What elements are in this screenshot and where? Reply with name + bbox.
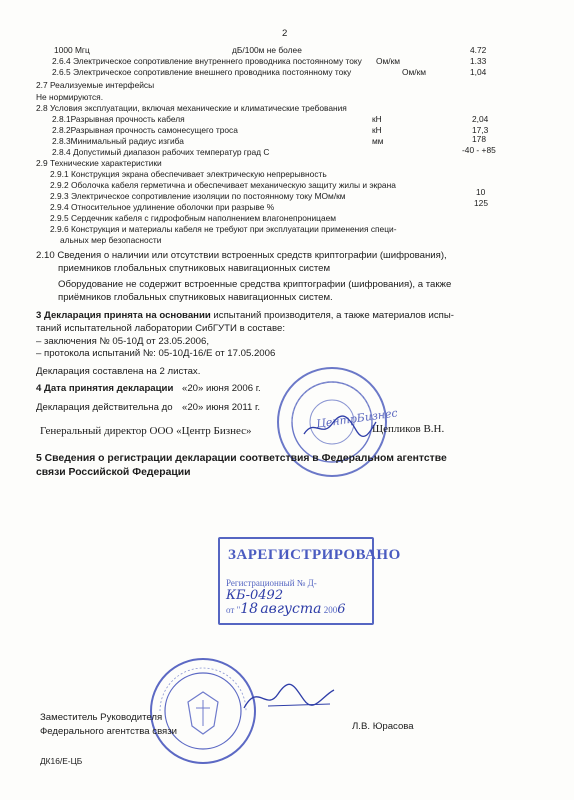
registration-number-line bbox=[226, 578, 372, 603]
spec-2-8-4: 2.8.4 Допустимый диапазон рабочих температур град С bbox=[52, 147, 270, 157]
spec-2-8-3-value: 178 bbox=[472, 134, 486, 144]
registration-month: августа bbox=[260, 601, 322, 617]
footer-code: ДК16/Е-ЦБ bbox=[40, 756, 83, 766]
spec-2-6-5-unit: Ом/км bbox=[402, 67, 427, 77]
registration-stamp-title: ЗАРЕГИСТРИРОВАНО bbox=[228, 547, 401, 563]
company-stamp-text: ЦентрБизнес bbox=[315, 406, 399, 431]
section-3-item2: – протокола испытаний №: 05-10Д-16/Е от 17.05.2006 bbox=[36, 348, 276, 359]
section-3-line2: таний испытательной лаборатории СибГУТИ в составе: bbox=[36, 323, 285, 334]
section-3-heading-rest: испытаний производителя, а также материалов испы- bbox=[210, 310, 454, 321]
section-3-line1 bbox=[36, 310, 454, 322]
spec-2-8-2: 2.8.2Разрывная прочность самонесущего троса bbox=[52, 125, 238, 135]
deputy-title-line2: Федерального агентства связи bbox=[40, 726, 178, 737]
section-3-item1: – заключения № 05-10Д от 23.05.2006, bbox=[36, 336, 209, 347]
registration-year-prefix: 200 bbox=[323, 605, 338, 615]
section-2-10-text1: Оборудование не содержит встроенные средства криптографии (шифрования), а также bbox=[58, 279, 452, 290]
spec-2-6-4: 2.6.4 Электрическое сопротивление внутреннего проводника постоянному току bbox=[52, 56, 362, 66]
attenuation-value: 4.72 bbox=[470, 45, 487, 55]
spec-2-9-6-cont: альных мер безопасности bbox=[60, 235, 162, 245]
acceptance-date: «20» июня 2006 г. bbox=[182, 383, 261, 394]
spec-2-9-6: 2.9.6 Конструкция и материалы кабеля не требуют при эксплуатации применения специ- bbox=[50, 224, 397, 234]
sheets-note: Декларация составлена на 2 листах. bbox=[36, 366, 201, 377]
spec-2-9-4: 2.9.4 Относительное удлинение оболочки при разрыве % bbox=[50, 202, 275, 212]
spec-2-9: 2.9 Технические характеристики bbox=[36, 158, 162, 168]
section-2-10-text2: приёмников глобальных спутниковых навигационных систем. bbox=[58, 292, 333, 303]
registration-number: КБ-0492 bbox=[226, 588, 284, 603]
registration-day: 18 bbox=[240, 601, 259, 617]
deputy-title-line1: Заместитель Руководителя bbox=[40, 712, 163, 723]
spec-2-9-3: 2.9.3 Электрическое сопротивление изоляции по постоянному току МОм/км bbox=[50, 191, 346, 201]
registration-number-label: Регистрационный № Д- bbox=[226, 578, 317, 588]
section-3-heading: 3 Декларация принята на основании bbox=[36, 310, 211, 321]
spec-2-8-2-value: 17,3 bbox=[472, 125, 489, 135]
spec-2-8: 2.8 Условия эксплуатации, включая механические и климатические требования bbox=[36, 103, 347, 113]
section-5-line2: связи Российской Федерации bbox=[36, 467, 191, 478]
registration-date-prefix: от " bbox=[226, 605, 241, 615]
section-2-10-line2: приемников глобальных спутниковых навигационных систем bbox=[58, 263, 331, 274]
spec-2-9-1: 2.9.1 Конструкция экрана обеспечивает электрическую непрерывность bbox=[50, 169, 327, 179]
section-2-10-line1: 2.10 Сведения о наличии или отсутствии встроенных средств криптографии (шифрования), bbox=[36, 250, 447, 261]
spec-2-6-5-value: 1,04 bbox=[470, 67, 487, 77]
spec-2-7: 2.7 Реализуемые интерфейсы bbox=[36, 80, 155, 90]
registration-date-line bbox=[226, 601, 346, 617]
section-5-line1: 5 Сведения о регистрации декларации соответствия в Федеральном агентстве bbox=[36, 453, 447, 464]
spec-2-9-5: 2.9.5 Сердечник кабеля с гидрофобным наполнением влагонепроницаем bbox=[50, 213, 337, 223]
spec-2-8-4-value: -40 - +85 bbox=[462, 145, 496, 155]
spec-2-6-4-unit: Ом/км bbox=[376, 56, 401, 66]
director-name: Щепликов В.Н. bbox=[372, 423, 445, 435]
freq-label: 1000 Мгц bbox=[54, 45, 90, 55]
spec-2-8-1-unit: кН bbox=[372, 114, 382, 124]
spec-2-9-2: 2.9.2 Оболочка кабеля герметична и обеспечивает механическую защиту жилы и экрана bbox=[50, 180, 396, 190]
validity-date: «20» июня 2011 г. bbox=[182, 402, 261, 413]
spec-2-8-3: 2.8.3Минимальный радиус изгиба bbox=[52, 136, 184, 146]
deputy-name: Л.В. Юрасова bbox=[352, 721, 414, 732]
spec-2-8-1-value: 2,04 bbox=[472, 114, 489, 124]
director-signature-icon bbox=[300, 412, 380, 442]
attenuation-label: дБ/100м не более bbox=[232, 45, 302, 55]
registration-year-suffix: 6 bbox=[337, 602, 346, 617]
spec-2-6-4-value: 1.33 bbox=[470, 56, 487, 66]
registration-stamp bbox=[218, 537, 401, 625]
spec-2-8-2-unit: кН bbox=[372, 125, 382, 135]
spec-2-7-text: Не нормируются. bbox=[36, 92, 104, 102]
spec-2-9-4-value: 125 bbox=[474, 198, 488, 208]
page-number: 2 bbox=[282, 28, 288, 39]
deputy-signature-icon bbox=[238, 678, 338, 718]
spec-2-8-1: 2.8.1Разрывная прочность кабеля bbox=[52, 114, 185, 124]
validity-label: Декларация действительна до bbox=[36, 402, 173, 413]
director-title: Генеральный директор ООО «Центр Бизнес» bbox=[40, 425, 252, 437]
spec-2-8-3-unit: мм bbox=[372, 136, 384, 146]
spec-2-9-3-value: 10 bbox=[476, 187, 486, 197]
section-4-heading: 4 Дата принятия декларации bbox=[36, 383, 174, 394]
spec-2-6-5: 2.6.5 Электрическое сопротивление внешнего проводника постоянному току bbox=[52, 67, 352, 77]
